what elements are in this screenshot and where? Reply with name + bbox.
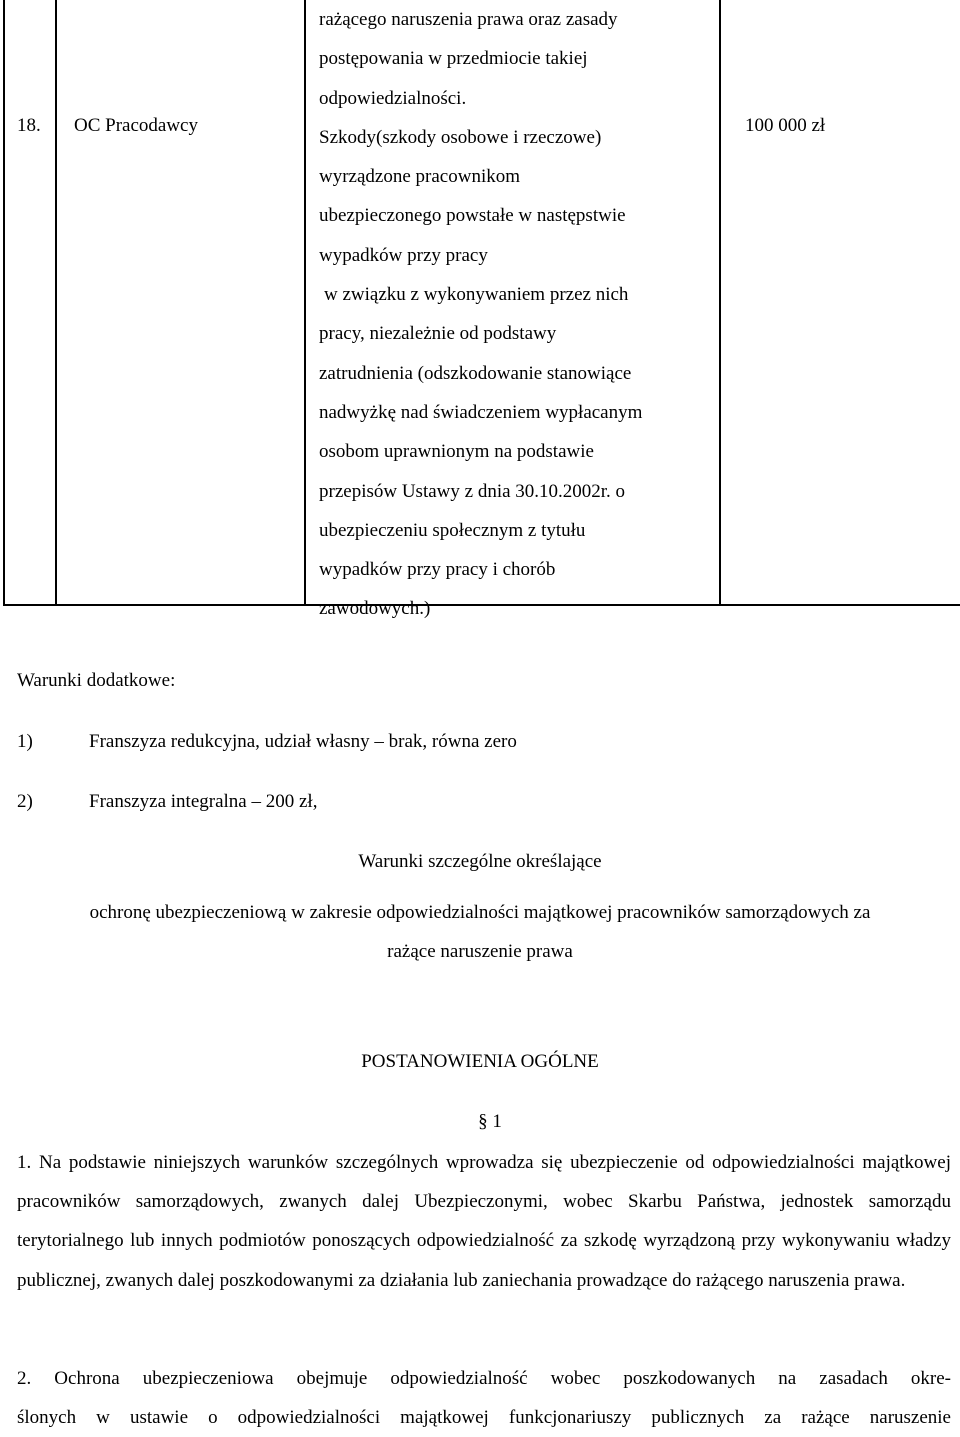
description-line: rażącego naruszenia prawa oraz zasady [319,9,618,30]
table-row [4,0,960,605]
list-item [17,730,517,754]
extra-conditions-heading: Warunki dodatkowe: [17,670,176,691]
description-line: zawodowych.) [319,598,431,620]
description-cell [305,0,720,620]
list-item-number: 2) [17,791,33,812]
description-line: odpowiedzialności. [319,87,467,109]
list-item-number: 1) [17,731,33,752]
row-number: 18. [17,115,41,136]
description-line: wyrządzone pracownikom [319,166,521,188]
paragraph-2-line: ślonych w ustawie o odpowiedzialności majątkowej funkcjonariuszy publicznych za rażące naruszenie [17,1407,951,1429]
special-conditions-title-line2: ochronę ubezpieczeniową w zakresie odpowiedzialności majątkowej pracowników samorządowych za [89,902,871,923]
coverage-table [3,0,960,620]
list-item [17,790,317,814]
list-item-text: Franszyza integralna – 200 zł, [89,791,318,812]
description-line: postępowania w przedmiocie takiej [319,48,588,70]
insurance-name-cell [56,0,305,605]
description-line: przepisów Ustawy z dnia 30.10.2002r. o [319,480,626,502]
description-line: ubezpieczonego powstałe w następstwie [319,205,626,227]
sum-insured-cell [720,0,960,605]
description-line: wypadków przy pracy [319,244,488,266]
row-number-cell [4,0,56,605]
general-provisions-heading: POSTANOWIENIA OGÓLNE [361,1051,599,1072]
description-line: wypadków przy pracy i chorób [319,559,556,581]
description-line: zatrudnienia (odszkodowanie stanowiące [319,362,632,384]
section-number: § 1 [478,1111,502,1132]
description-line: w związku z wykonywaniem przez nich [324,284,629,306]
paragraph-1: 1. Na podstawie niniejszych warunków szczególnych wprowadza się ubezpieczenie od odpowiedzialności majątkowej pracowników samorządowych, zwanych dalej Ubezpieczonymi, wobec Skarbu Państwa, jednostek samorządu terytorialnego lub innych podmiotów ponoszących odpowiedzialność za szkodę wyrządzoną przy wykonywaniu władzy publicznej, zwanych dalej poszkodowanymi za działania lub zaniechania prowadzące do rażącego naruszenia prawa. [17,1152,951,1291]
description-line: Szkody(szkody osobowe i rzeczowe) [319,126,602,148]
special-conditions-title-line3: rażące naruszenie prawa [387,941,573,962]
insurance-name: OC Pracodawcy [74,115,198,136]
paragraph-2-line: 2. Ochrona ubezpieczeniowa obejmuje odpowiedzialność wobec poszkodowanych na zasadach okre- [17,1368,951,1389]
paragraph-2 [17,1359,951,1437]
description-line: osobom uprawnionym na podstawie [319,441,594,463]
description-text [319,0,642,629]
description-line: pracy, niezależnie od podstawy [319,323,557,345]
list-item-text: Franszyza redukcyjna, udział własny – brak, równa zero [89,731,517,752]
sum-insured: 100 000 zł [745,115,826,136]
special-conditions-title-line1: Warunki szczególne określające [358,851,602,872]
description-line: nadwyżkę nad świadczeniem wypłacanym [319,401,643,423]
description-line: ubezpieczeniu społecznym z tytułu [319,519,586,541]
